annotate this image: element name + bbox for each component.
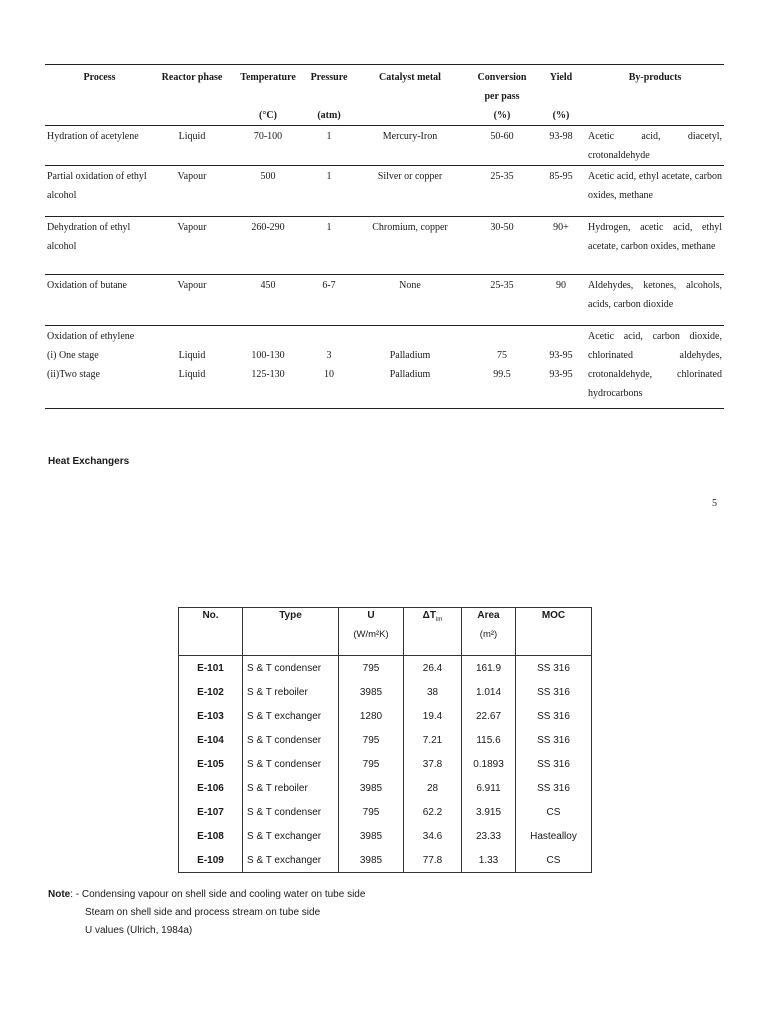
cell-pressure <box>306 326 352 409</box>
u-unit: (W/m²K) <box>353 629 389 640</box>
stage1-temp: 100-130 <box>251 350 285 361</box>
cell-dt: 7.21 <box>404 728 462 752</box>
stage2-yield: 93-95 <box>549 369 573 380</box>
cell-phase: Vapour <box>177 222 207 233</box>
cell-type: S & T condenser <box>243 752 339 776</box>
ethylene-process: Oxidation of ethylene <box>47 331 135 342</box>
col-header-type: Type <box>243 608 339 656</box>
cell-yield <box>536 326 586 409</box>
u-label: U <box>367 610 375 621</box>
cell-dt: 38 <box>404 680 462 704</box>
cell-dt: 28 <box>404 776 462 800</box>
cell-dt: 34.6 <box>404 824 462 848</box>
cell-u: 3985 <box>339 776 404 800</box>
table-row <box>179 680 592 704</box>
pressure-unit: (atm) <box>317 110 341 121</box>
col-header-conversion <box>468 65 536 126</box>
cell-u: 795 <box>339 752 404 776</box>
cell-no: E-109 <box>179 848 243 873</box>
cell-type: S & T reboiler <box>243 680 339 704</box>
cell-u: 3985 <box>339 680 404 704</box>
cell-no: E-107 <box>179 800 243 824</box>
area-label: Area <box>477 610 500 621</box>
cell-byproducts: Acetic acid, ethyl acetate, carbon oxides, methane <box>588 171 722 201</box>
stage1-phase: Liquid <box>178 350 206 361</box>
notes-block <box>48 886 365 940</box>
cell-temp: 500 <box>260 171 276 182</box>
table-row <box>45 126 724 166</box>
cell-no: E-106 <box>179 776 243 800</box>
stage2-phase: Liquid <box>178 369 206 380</box>
cell-type: S & T exchanger <box>243 824 339 848</box>
table-row <box>179 752 592 776</box>
col-header-catalyst: Catalyst metal <box>352 65 468 126</box>
cell-phase: Liquid <box>178 131 206 142</box>
note-label: Note <box>48 889 71 900</box>
col-header-byproducts: By-products <box>586 65 724 126</box>
cell-byproducts: Aldehydes, ketones, alcohols, acids, carbon dioxide <box>588 280 722 310</box>
table-row <box>45 217 724 275</box>
cell-yield: 90+ <box>553 222 569 233</box>
cell-moc: SS 316 <box>516 728 592 752</box>
cell-temp <box>230 326 306 409</box>
cell-u: 795 <box>339 656 404 681</box>
cell-dt: 19.4 <box>404 704 462 728</box>
cell-moc: CS <box>516 800 592 824</box>
cell-temp: 450 <box>260 280 276 291</box>
stage1-pressure: 3 <box>326 350 332 361</box>
cell-dt: 26.4 <box>404 656 462 681</box>
cell-dt: 62.2 <box>404 800 462 824</box>
cell-no: E-102 <box>179 680 243 704</box>
cell-process: Hydration of acetylene <box>47 131 139 142</box>
cell-no: E-105 <box>179 752 243 776</box>
cell-area: 23.33 <box>462 824 516 848</box>
cell-process: Dehydration of ethyl alcohol <box>47 222 131 252</box>
cell-pressure: 1 <box>326 171 332 182</box>
cell-byproducts: Acetic acid, carbon dioxide, chlorinated aldehydes, crotonaldehyde, chlorinated hydrocarbons <box>588 331 722 399</box>
table-row <box>179 656 592 681</box>
stage1-conversion: 75 <box>497 350 507 361</box>
cell-yield: 90 <box>556 280 566 291</box>
cell-area: 22.67 <box>462 704 516 728</box>
cell-pressure: 1 <box>326 222 332 233</box>
cell-catalyst: Silver or copper <box>377 171 443 182</box>
cell-moc: SS 316 <box>516 776 592 800</box>
cell-type: S & T condenser <box>243 728 339 752</box>
cell-process: Partial oxidation of ethyl alcohol <box>47 171 147 201</box>
table-row <box>179 800 592 824</box>
cell-conversion: 25-35 <box>490 171 514 182</box>
cell-dt: 77.8 <box>404 848 462 873</box>
cell-dt: 37.8 <box>404 752 462 776</box>
cell-moc: CS <box>516 848 592 873</box>
col-header-dtlm <box>404 608 462 656</box>
cell-area: 161.9 <box>462 656 516 681</box>
note-line-3: U values (Ulrich, 1984a) <box>85 925 193 936</box>
table-row-ethylene <box>45 326 724 409</box>
cell-u: 3985 <box>339 824 404 848</box>
cell-moc: Hastealloy <box>516 824 592 848</box>
col-header-area <box>462 608 516 656</box>
cell-conversion: 30-50 <box>490 222 514 233</box>
cell-yield: 93-98 <box>549 131 573 142</box>
yield-unit: (%) <box>552 110 570 121</box>
cell-pressure: 1 <box>326 131 332 142</box>
cell-temp: 70-100 <box>253 131 283 142</box>
cell-u: 795 <box>339 800 404 824</box>
conversion-unit: (%) <box>493 110 511 121</box>
cell-pressure: 6-7 <box>322 280 336 291</box>
col-header-pressure <box>306 65 352 126</box>
col-header-phase: Reactor phase <box>154 65 230 126</box>
stage1-process: (i) One stage <box>47 350 99 361</box>
stage2-pressure: 10 <box>324 369 334 380</box>
col-header-process: Process <box>45 65 154 126</box>
cell-type: S & T condenser <box>243 656 339 681</box>
cell-phase: Vapour <box>177 280 207 291</box>
cell-process: Oxidation of butane <box>47 280 127 291</box>
cell-catalyst <box>352 326 468 409</box>
stage2-catalyst: Palladium <box>389 369 431 380</box>
cell-conversion <box>468 326 536 409</box>
stage2-process: (ii)Two stage <box>47 369 100 380</box>
page-number: 5 <box>712 498 717 509</box>
cell-catalyst: Mercury-Iron <box>382 131 438 142</box>
cell-no: E-108 <box>179 824 243 848</box>
cell-temp: 260-290 <box>251 222 285 233</box>
cell-yield: 85-95 <box>549 171 573 182</box>
table-row <box>45 275 724 326</box>
cell-area: 3.915 <box>462 800 516 824</box>
col-header-no: No. <box>179 608 243 656</box>
dt-subscript: lm <box>435 617 443 623</box>
cell-area: 0.1893 <box>462 752 516 776</box>
cell-catalyst: Chromium, copper <box>372 222 448 233</box>
cell-byproducts: Hydrogen, acetic acid, ethyl acetate, carbon oxides, methane <box>588 222 722 252</box>
cell-area: 1.33 <box>462 848 516 873</box>
temperature-label: Temperature <box>240 72 296 83</box>
dt-label: ΔT <box>422 610 436 621</box>
cell-no: E-101 <box>179 656 243 681</box>
table-row <box>179 728 592 752</box>
cell-conversion: 50-60 <box>490 131 514 142</box>
conversion-label-2: per pass <box>484 91 520 102</box>
cell-moc: SS 316 <box>516 656 592 681</box>
cell-no: E-104 <box>179 728 243 752</box>
cell-u: 795 <box>339 728 404 752</box>
col-header-yield <box>536 65 586 126</box>
cell-phase <box>154 326 230 409</box>
col-header-u <box>339 608 404 656</box>
col-header-temperature <box>230 65 306 126</box>
stage1-catalyst: Palladium <box>389 350 431 361</box>
cell-catalyst: None <box>399 280 421 291</box>
cell-type: S & T exchanger <box>243 704 339 728</box>
section-heading: Heat Exchangers <box>48 456 130 467</box>
cell-area: 1.014 <box>462 680 516 704</box>
area-unit: (m²) <box>479 629 498 640</box>
table-row <box>179 848 592 873</box>
cell-area: 115.6 <box>462 728 516 752</box>
cell-moc: SS 316 <box>516 704 592 728</box>
note-line-1 <box>48 886 365 904</box>
cell-u: 3985 <box>339 848 404 873</box>
temperature-unit: (°C) <box>259 110 277 121</box>
process-comparison-table <box>45 64 724 409</box>
yield-label: Yield <box>549 72 573 83</box>
table-row <box>179 704 592 728</box>
cell-type: S & T condenser <box>243 800 339 824</box>
cell-moc: SS 316 <box>516 680 592 704</box>
cell-area: 6.911 <box>462 776 516 800</box>
stage2-temp: 125-130 <box>251 369 285 380</box>
col-header-moc: MOC <box>516 608 592 656</box>
heat-exchanger-table <box>178 607 592 873</box>
cell-process <box>45 326 154 409</box>
stage2-conversion: 99.5 <box>493 369 511 380</box>
cell-type: S & T exchanger <box>243 848 339 873</box>
stage1-yield: 93-95 <box>549 350 573 361</box>
cell-conversion: 25-35 <box>490 280 514 291</box>
note-text-1: : - Condensing vapour on shell side and cooling water on tube side <box>70 889 366 900</box>
cell-type: S & T reboiler <box>243 776 339 800</box>
note-line-2: Steam on shell side and process stream on tube side <box>85 907 321 918</box>
cell-no: E-103 <box>179 704 243 728</box>
table-row <box>179 776 592 800</box>
cell-byproducts: Acetic acid, diacetyl, crotonaldehyde <box>588 131 722 161</box>
conversion-label: Conversion <box>477 72 527 83</box>
cell-u: 1280 <box>339 704 404 728</box>
table-row <box>179 824 592 848</box>
pressure-label: Pressure <box>310 72 348 83</box>
cell-moc: SS 316 <box>516 752 592 776</box>
table-row <box>45 166 724 217</box>
cell-phase: Vapour <box>177 171 207 182</box>
